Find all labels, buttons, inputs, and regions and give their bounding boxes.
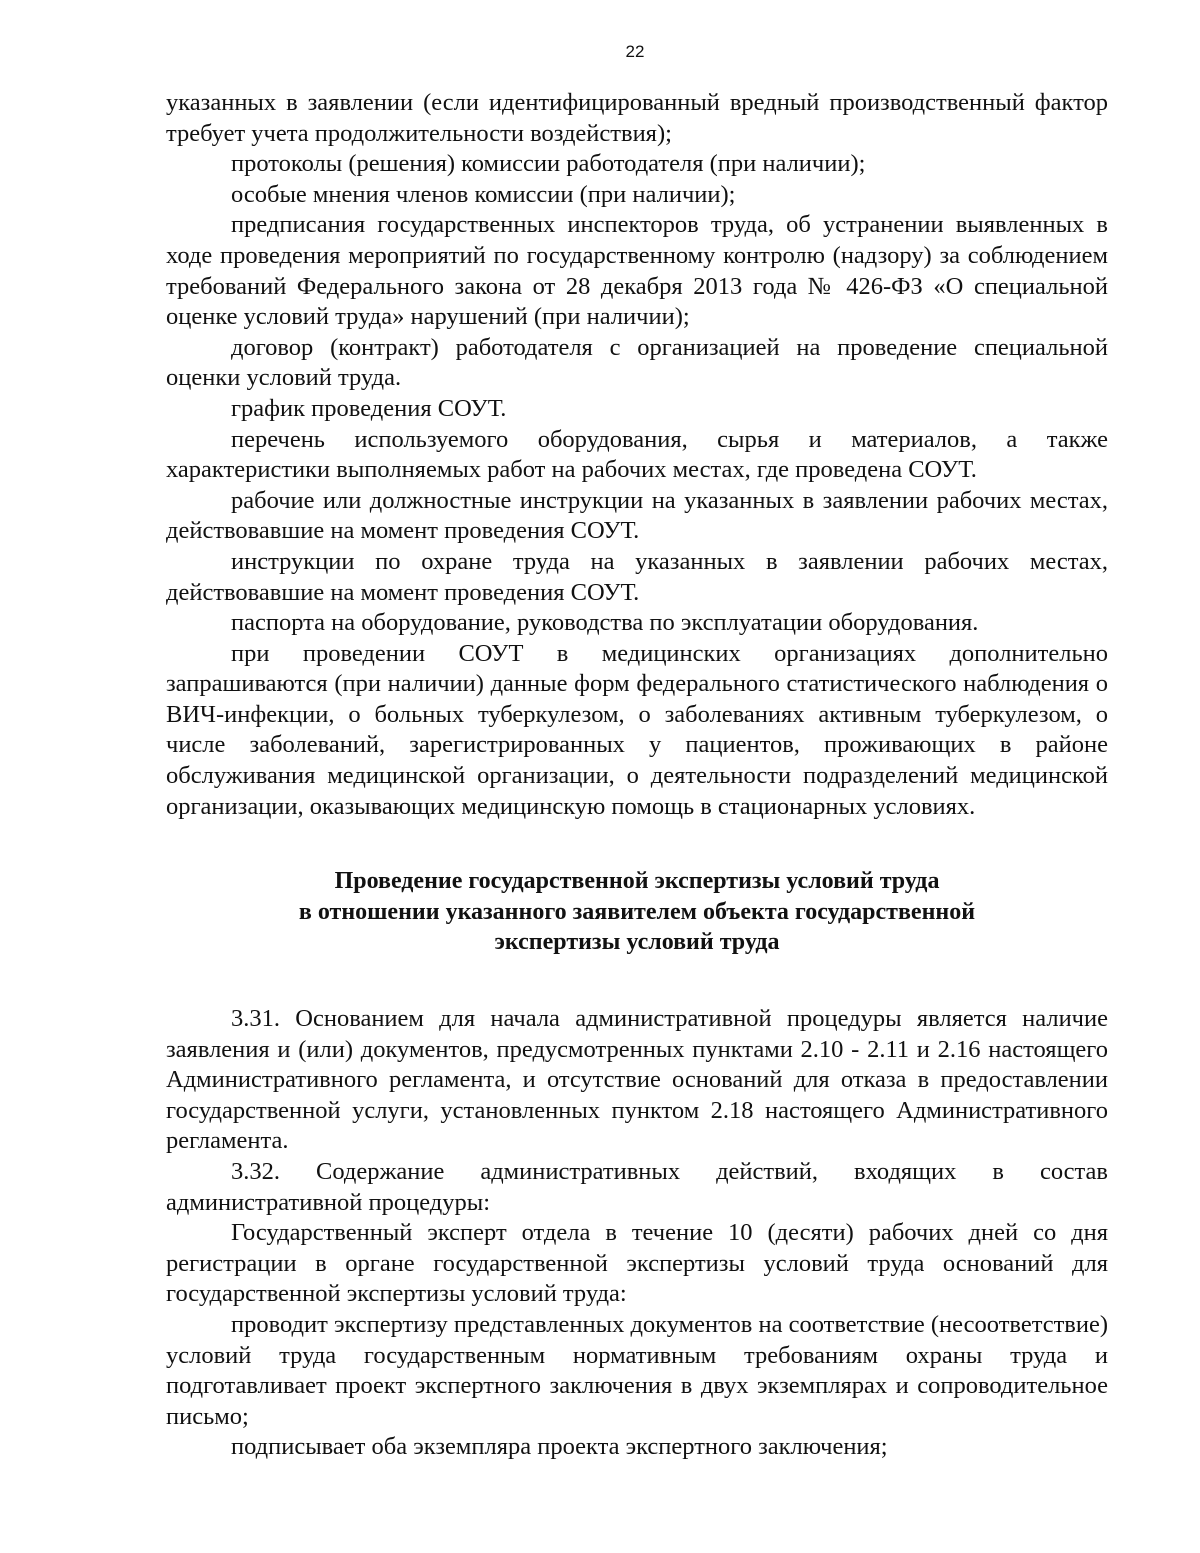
paragraph-contract: договор (контракт) работодателя с организацией на проведение специальной оценки условий труда. [166,333,1108,392]
paragraph-job-instructions: рабочие или должностные инструкции на указанных в заявлении рабочих местах, действовавшие на момент проведения СОУТ. [166,486,1108,545]
paragraph-expert-term: Государственный эксперт отдела в течение 10 (десяти) рабочих дней со дня регистрации в органе государственной экспертизы условий труда оснований для государственной экспертизы условий труда: [166,1219,1108,1308]
paragraph-continuation: указанных в заявлении (если идентифицированный вредный производственный фактор требует учета продолжительности воздействия); [166,89,1108,147]
paragraph-expert-signs: подписывает оба экземпляра проекта экспертного заключения; [231,1433,888,1461]
paragraph-special-opinions: особые мнения членов комиссии (при наличии); [231,180,736,208]
section-heading-line: экспертизы условий труда [494,929,780,956]
page-number: 22 [625,42,645,61]
section-heading-line: в отношении указанного заявителем объекта государственной [298,898,976,925]
paragraph-equipment-passports: паспорта на оборудование, руководства по эксплуатации оборудования. [231,609,979,637]
section-heading [166,866,1108,958]
paragraph-safety-instructions: инструкции по охране труда на указанных в заявлении рабочих местах, действовавшие на момент проведения СОУТ. [166,547,1108,606]
paragraph-3-32: 3.32. Содержание административных действий, входящих в состав административной процедуры: [166,1158,1108,1216]
paragraph-commission-protocols: протоколы (решения) комиссии работодателя (при наличии); [231,150,866,178]
paragraph-equipment-list: перечень используемого оборудования, сырья и материалов, а также характеристики выполняемых работ на рабочих местах, где проведена СОУТ. [166,425,1108,484]
paragraph-inspector-orders: предписания государственных инспекторов труда, об устранении выявленных в ходе проведения мероприятий по государственному контролю (надзору) за соблюдением требований Федерального закона от 28 декабря 2013 года № 426-ФЗ «О специальной оценке условий труда» нарушений (при наличии); [166,211,1108,331]
paragraph-expert-review: проводит экспертизу представленных документов на соответствие (несоответствие) условий труда государственным нормативным требованиям охраны труда и подготавливает проект экспертного заключения в двух экземплярах и сопроводительное письмо; [166,1310,1109,1430]
paragraph-medical-organizations: при проведении СОУТ в медицинских организациях дополнительно запрашиваются (при наличии) данные форм федерального статистического наблюдения о ВИЧ-инфекции, о больных туберкулезом, о заболеваниях активным туберкулезом, о числе заболеваний, зарегистрированных у пациентов, проживающих в районе обслуживания медицинской организации, о деятельности подразделений медицинской организации, оказывающих медицинскую помощь в стационарных условиях. [166,639,1108,820]
document-body [166,88,1108,1463]
section-heading-line: Проведение государственной экспертизы условий труда [334,868,940,895]
paragraph-schedule: график проведения СОУТ. [231,394,507,422]
paragraph-3-31: 3.31. Основанием для начала административной процедуры является наличие заявления и (или) документов, предусмотренных пунктами 2.10 - 2.11 и 2.16 настоящего Административного регламента, и отсутствие оснований для отказа в предоставлении государственной услуги, установленных пунктом 2.18 настоящего Административного регламента. [166,1005,1108,1155]
